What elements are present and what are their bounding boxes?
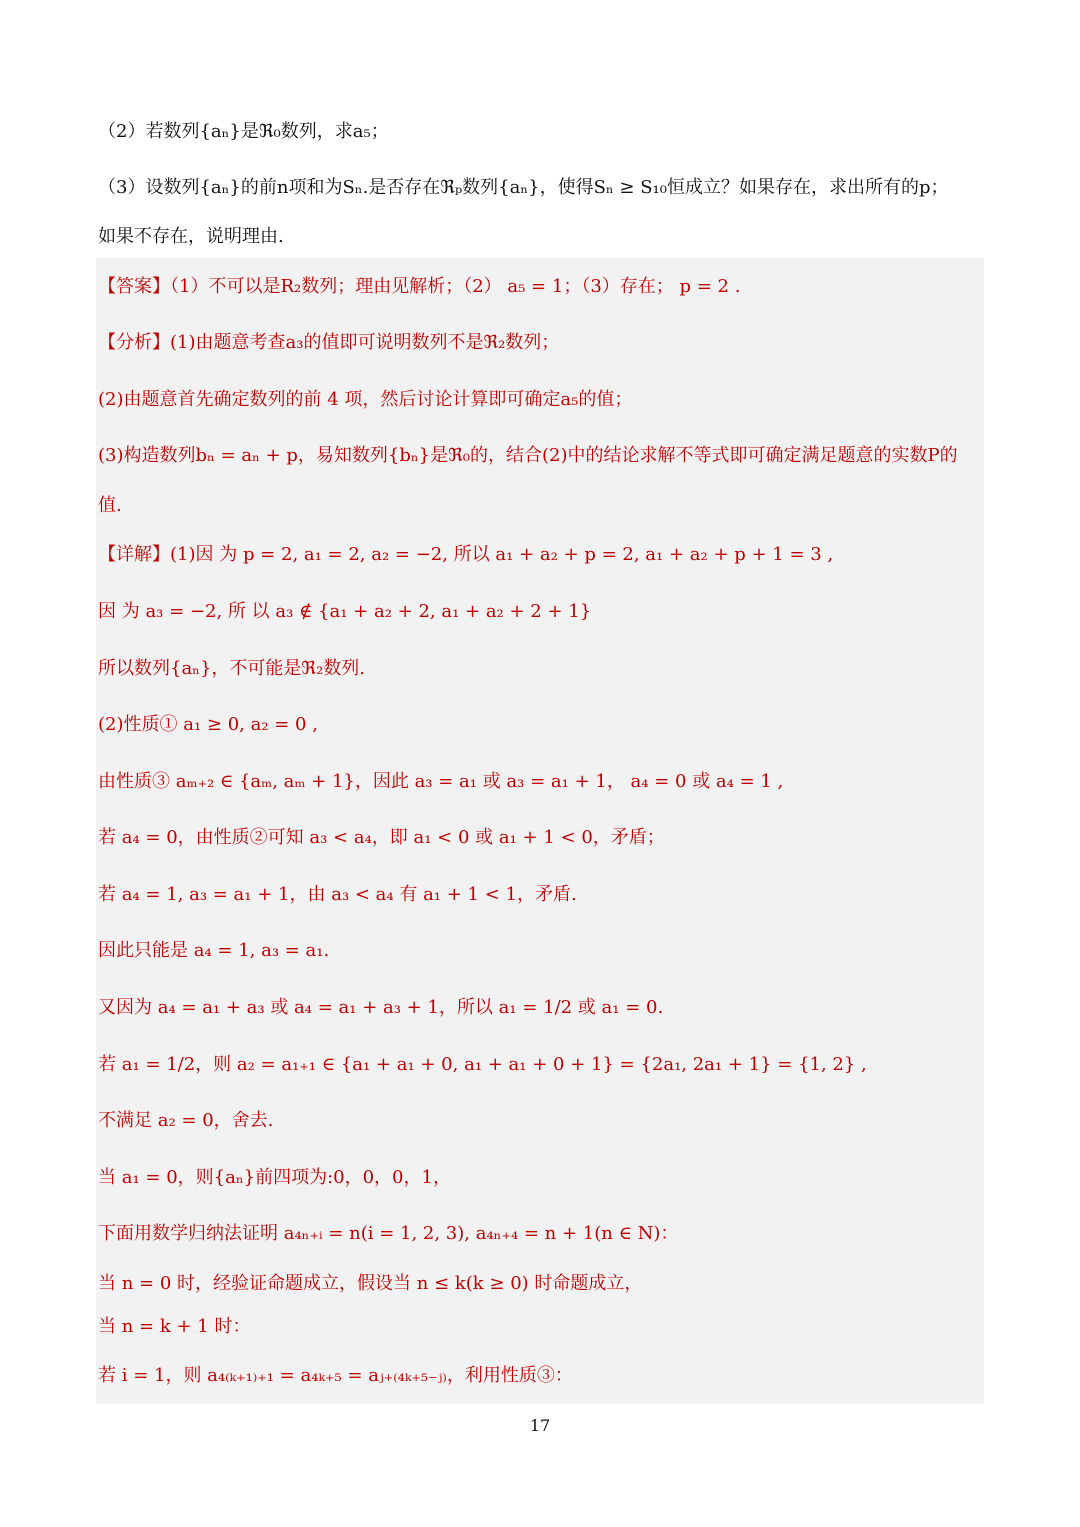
page-number: 17 [529,1416,551,1435]
detail-line-2: 因 为 a₃ = −2, 所 以 a₃ ∉ {a₁ + a₂ + 2, a₁ + a₂ + 2 + 1} [98,601,592,622]
detail-line-1: 【详解】(1)因 为 p = 2, a₁ = 2, a₂ = −2, 所以 a₁ + a₂ + p = 2, a₁ + a₂ + p + 1 = 3 , [98,544,834,565]
analysis-line-4: 值. [98,495,122,516]
detail-line-15: 当 n = k + 1 时： [98,1316,251,1337]
analysis-line-3: (3)构造数列bₙ = aₙ + p，易知数列{bₙ}是ℜ₀的，结合(2)中的结论求解不等式即可确定满足题意的实数P的 [98,445,958,466]
detail-line-14: 当 n = 0 时，经验证命题成立，假设当 n ≤ k(k ≥ 0) 时命题成立， [98,1273,643,1294]
detail-line-3: 所以数列{aₙ}，不可能是ℜ₂数列. [98,658,366,679]
question-part-2: （2）若数列{aₙ}是ℜ₀数列，求a₅； [98,121,389,142]
analysis-line-2: (2)由题意首先确定数列的前 4 项，然后讨论计算即可确定a₅的值； [98,389,633,410]
analysis-line-1: 【分析】(1)由题意考查a₃的值即可说明数列不是ℜ₂数列； [98,332,560,353]
detail-line-11: 不满足 a₂ = 0，舍去. [98,1110,274,1131]
detail-line-9: 又因为 a₄ = a₁ + a₃ 或 a₄ = a₁ + a₃ + 1，所以 a₁ = 1/2 或 a₁ = 0. [98,997,664,1018]
detail-line-6: 若 a₄ = 0，由性质②可知 a₃ < a₄，即 a₁ < 0 或 a₁ + 1 < 0，矛盾； [98,827,665,848]
question-part-3-line-1: （3）设数列{aₙ}的前n项和为Sₙ.是否存在ℜₚ数列{aₙ}，使得Sₙ ≥ S₁₀恒成立？如果存在，求出所有的p； [98,177,949,198]
answer-line: 【答案】（1）不可以是R₂数列；理由见解析；（2） a₅ = 1；（3）存在； p = 2 . [98,276,741,297]
detail-line-12: 当 a₁ = 0，则{aₙ}前四项为:0，0，0，1， [98,1167,451,1188]
detail-line-8: 因此只能是 a₄ = 1, a₃ = a₁. [98,940,330,961]
detail-line-10: 若 a₁ = 1/2，则 a₂ = a₁₊₁ ∈ {a₁ + a₁ + 0, a₁ + a₁ + 0 + 1} = {2a₁, 2a₁ + 1} = {1, 2} , [98,1054,867,1075]
detail-line-7: 若 a₄ = 1, a₃ = a₁ + 1，由 a₃ < a₄ 有 a₁ + 1 < 1，矛盾. [98,884,577,905]
detail-line-16: 若 i = 1，则 a₄₍ₖ₊₁₎₊₁ = a₄ₖ₊₅ = aⱼ₊₍₄ₖ₊₅₋ⱼ₎，利用性质③： [98,1365,573,1386]
detail-line-4: (2)性质① a₁ ≥ 0, a₂ = 0 , [98,714,318,735]
detail-line-5: 由性质③ aₘ₊₂ ∈ {aₘ, aₘ + 1}，因此 a₃ = a₁ 或 a₃ = a₁ + 1， a₄ = 0 或 a₄ = 1 , [98,771,784,792]
question-part-3-line-2: 如果不存在，说明理由. [98,226,284,247]
detail-line-13: 下面用数学归纳法证明 a₄ₙ₊ᵢ = n(i = 1, 2, 3), a₄ₙ₊₄ = n + 1(n ∈ N)： [98,1223,679,1244]
